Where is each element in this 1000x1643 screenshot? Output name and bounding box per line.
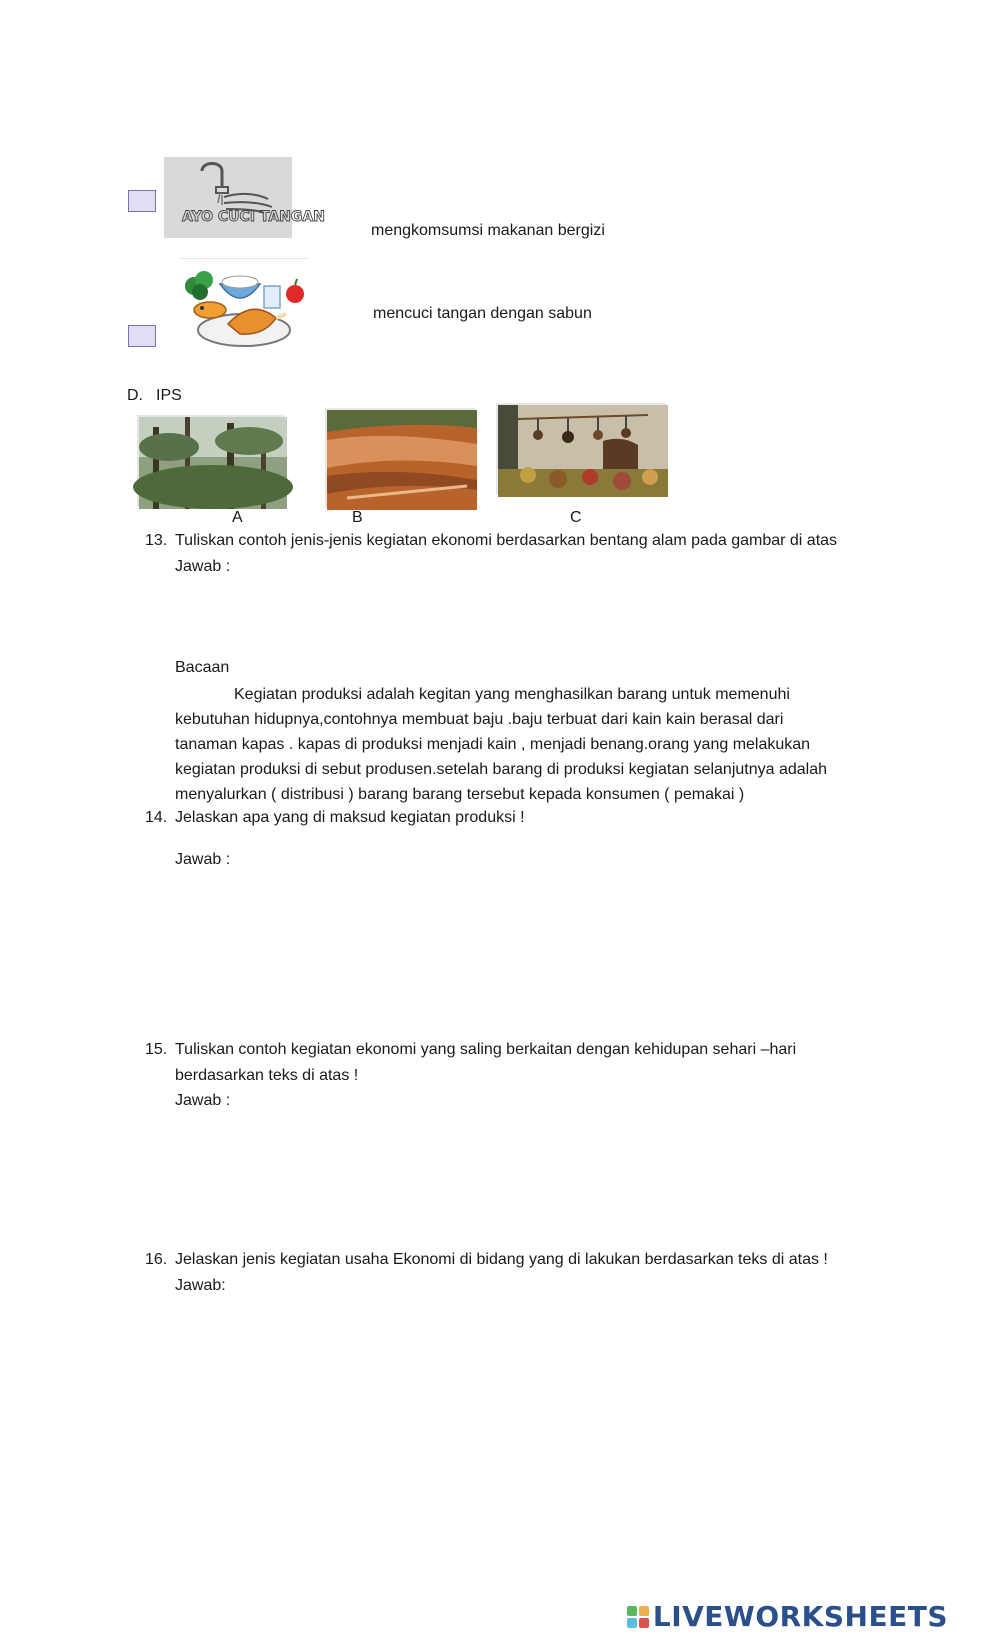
q16-number: 16.	[145, 1251, 168, 1268]
q13-text: Tuliskan contoh jenis-jenis kegiatan ekonomi berdasarkan bentang alam pada gambar di atas	[175, 532, 838, 549]
q16-answer-label: Jawab:	[175, 1277, 226, 1294]
reading-line: menyalurkan ( distribusi ) barang barang tersebut kepada konsumen ( pemakai )	[175, 786, 745, 803]
reading-title: Bacaan	[175, 659, 230, 676]
q13-number: 13.	[145, 532, 168, 549]
q15-text-line2: berdasarkan teks di atas !	[175, 1067, 359, 1084]
forest-photo-icon	[137, 415, 285, 507]
brand-name: LIVEWORKSHEETS	[652, 1600, 948, 1633]
section-letter: D.	[127, 387, 143, 404]
q14-answer-label: Jawab :	[175, 851, 231, 868]
drop-target-1[interactable]	[128, 190, 156, 212]
divider	[180, 258, 308, 259]
liveworksheets-logo	[627, 1600, 948, 1633]
q15-answer-label: Jawab :	[175, 1092, 231, 1109]
liveworksheets-logo-icon	[627, 1606, 649, 1628]
reading-line: Kegiatan produksi adalah kegitan yang menghasilkan barang untuk memenuhi	[234, 686, 790, 703]
reading-line: kegiatan produksi di sebut produsen.setelah barang di produksi kegiatan selanjutnya adalah	[175, 761, 828, 778]
caption-2: mencuci tangan dengan sabun	[373, 305, 592, 322]
q15-text-line1: Tuliskan contoh kegiatan ekonomi yang saling berkaitan dengan kehidupan sehari –hari	[175, 1041, 797, 1058]
image-label-a: A	[232, 509, 243, 526]
market-stall-photo-icon	[496, 403, 666, 495]
q14-text: Jelaskan apa yang di maksud kegiatan produksi !	[175, 809, 525, 826]
q16-text: Jelaskan jenis kegiatan usaha Ekonomi di bidang yang di lakukan berdasarkan teks di atas !	[175, 1251, 828, 1268]
drop-target-2[interactable]	[128, 325, 156, 347]
logo-cell	[627, 1606, 637, 1616]
q13-answer-label: Jawab :	[175, 558, 231, 575]
handwash-sign-icon	[164, 157, 325, 238]
reading-line: kebutuhan hidupnya,contohnya membuat baju .baju terbuat dari kain kain berasal dari	[175, 711, 784, 728]
reading-line: tanaman kapas . kapas di produksi menjadi kain , menjadi benang.orang yang melakukan	[175, 736, 811, 753]
image-label-b: B	[352, 509, 363, 526]
section-title: IPS	[156, 387, 182, 404]
caption-1: mengkomsumsi makanan bergizi	[371, 222, 605, 239]
handwash-sign-lettering: AYO CUCI TANGAN	[182, 209, 325, 225]
logo-cell	[627, 1618, 637, 1628]
logo-cell	[639, 1618, 649, 1628]
logo-cell	[639, 1606, 649, 1616]
image-label-c: C	[570, 509, 582, 526]
mining-land-photo-icon	[325, 408, 475, 508]
q14-number: 14.	[145, 809, 168, 826]
healthy-food-icon	[180, 268, 308, 350]
reading-paragraph	[175, 682, 875, 807]
q15-number: 15.	[145, 1041, 168, 1058]
